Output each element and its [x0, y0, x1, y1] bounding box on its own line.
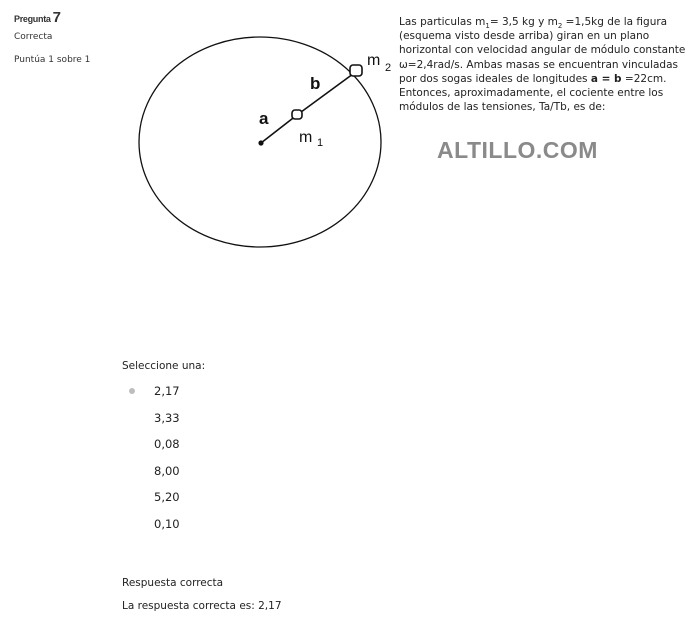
- question-info: [14, 9, 114, 66]
- answer-option-label: 0,08: [154, 437, 180, 451]
- statement-sub: 1: [485, 22, 490, 31]
- answer-option-label: 2,17: [154, 384, 180, 398]
- statement-text: =1,5kg de la figura (esquema visto desde arriba) giran en un plano horizontal con velocidad angular de módulo constante ω=2,4rad/s. Ambas masas se encuentran vinculadas por dos sogas ideales de longitudes: [399, 16, 686, 85]
- label-m2-letter: m: [367, 52, 381, 69]
- feedback-status: Respuesta correcta: [122, 577, 224, 589]
- selected-dot-icon: [129, 388, 135, 394]
- question-label: Pregunta: [14, 14, 51, 24]
- rotation-center: [258, 140, 263, 145]
- answer-option[interactable]: [122, 381, 205, 408]
- statement-text: Las particulas m: [399, 16, 486, 28]
- question-number: 7: [52, 9, 61, 26]
- label-m1-letter: m: [299, 129, 313, 146]
- rope-b: [297, 71, 357, 115]
- statement-text: =22cm. Entonces, aproximadamente, el cociente entre los módulos de las tensiones, Ta/Tb, es de:: [399, 72, 667, 114]
- feedback: [122, 577, 282, 613]
- statement-bold: a = b: [590, 72, 622, 85]
- label-m1-sub: 1: [317, 137, 324, 149]
- answer-options: [122, 381, 205, 540]
- answer-option-label: 3,33: [154, 410, 180, 425]
- answer-option[interactable]: [122, 408, 205, 435]
- answer-option-label: 5,20: [154, 490, 180, 504]
- question-grade: Puntúa 1 sobre 1: [14, 55, 91, 65]
- statement-text: = 3,5 kg y m: [489, 16, 558, 28]
- answer-prompt: Seleccione una:: [122, 360, 206, 372]
- label-b: b: [310, 74, 321, 93]
- answer-option[interactable]: [122, 514, 205, 541]
- question-heading: [14, 9, 114, 26]
- statement-sub: 2: [557, 22, 563, 31]
- question-state: Correcta: [14, 32, 53, 42]
- label-a: a: [259, 109, 269, 128]
- answer-option[interactable]: [122, 461, 205, 488]
- answer-option-label: 8,00: [154, 463, 180, 478]
- label-m2-sub: 2: [385, 62, 392, 74]
- problem-statement: [399, 15, 689, 114]
- answer-option[interactable]: [122, 487, 205, 514]
- answer-block: [122, 360, 205, 540]
- answer-option-label: 0,10: [154, 516, 180, 531]
- feedback-correct-answer: La respuesta correcta es: 2,17: [122, 600, 282, 612]
- circular-motion-figure: [120, 18, 400, 258]
- answer-option[interactable]: [122, 434, 205, 461]
- mass-m2: [350, 65, 362, 76]
- watermark: ALTILLO.COM: [437, 137, 598, 163]
- mass-m1: [292, 110, 302, 119]
